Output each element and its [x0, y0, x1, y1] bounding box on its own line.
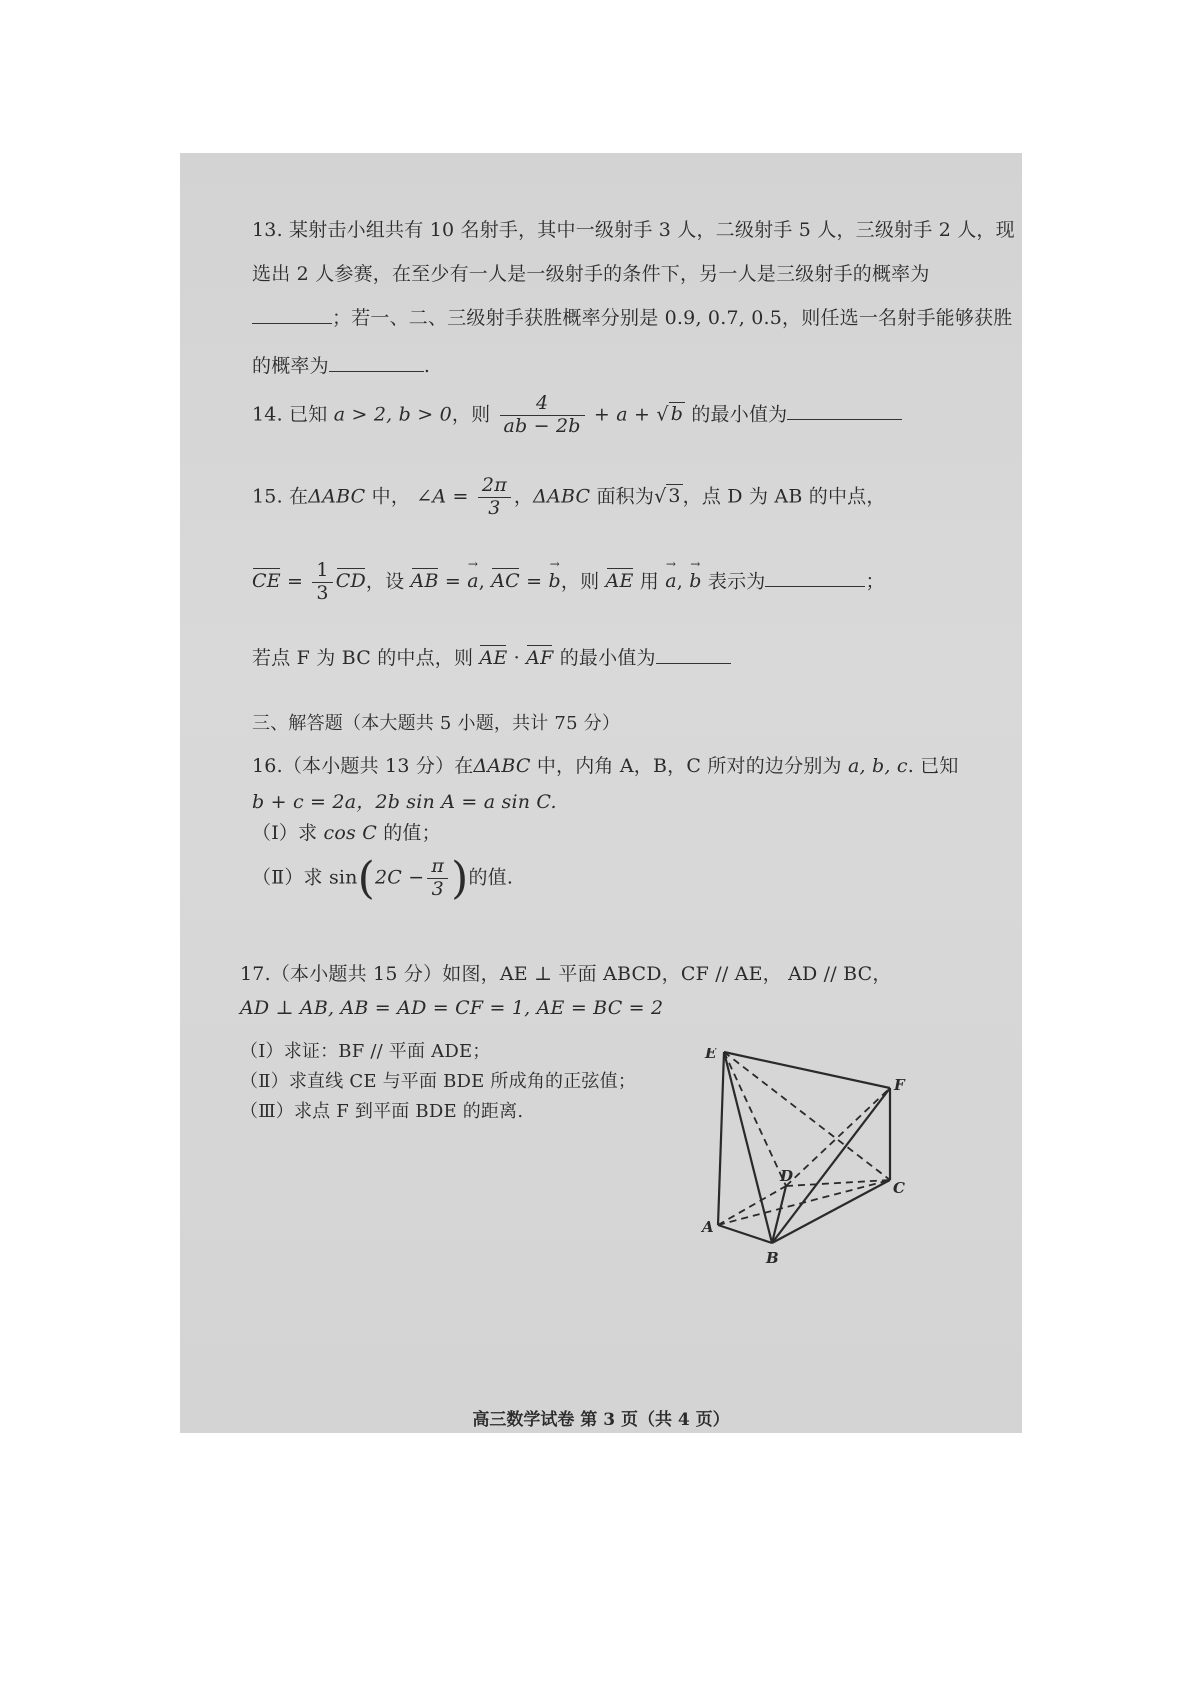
q16-part2-expr: 2C − [375, 866, 425, 889]
q15-area-text: 面积为 [590, 485, 655, 508]
q16-part1-label: （Ⅰ）求 [252, 822, 324, 844]
edge-df [786, 1088, 890, 1186]
q15-question: 的最小值为 [553, 647, 656, 669]
edge-bc [772, 1180, 890, 1243]
q17-part3: （Ⅲ）求点 F 到平面 BDE 的距离. [240, 1101, 524, 1122]
q14-numerator: 4 [500, 393, 585, 416]
q17-line1: 17.（本小题共 15 分）如图，AE ⊥ 平面 ABCD，CF // AE， AD // BC， [240, 963, 892, 985]
label-b: B [766, 1249, 779, 1267]
q16-part1-text: 的值； [376, 822, 441, 844]
q15-line2 [252, 560, 885, 605]
q15-denominator: 3 [488, 496, 501, 519]
label-e: E [705, 1048, 717, 1062]
vector-af: AF [526, 647, 554, 669]
q17-part2: （Ⅱ）求直线 CE 与平面 BDE 所成角的正弦值； [240, 1071, 637, 1092]
q16-part2-text: 的值. [468, 866, 514, 889]
semicolon: ； [865, 570, 885, 593]
q13-line2: 选出 2 人参赛，在至少有一人是一级射手的条件下，另一人是三级射手的概率为 [252, 263, 930, 285]
edge-ed [724, 1052, 786, 1186]
q16-label: 16.（本小题共 13 分）在 [252, 755, 474, 777]
edge-ad [718, 1186, 786, 1225]
edge-ec [724, 1052, 890, 1180]
vector-cd: CD [335, 570, 366, 593]
q15-line3 [252, 643, 731, 670]
q13-line1: 13. 某射击小组共有 10 名射手，其中一级射手 3 人，二级射手 5 人，三级射手 2 人，现 [252, 219, 1015, 241]
edge-dc [786, 1180, 890, 1186]
q15-then: ，则 [560, 570, 606, 593]
q16-triangle: ΔABC [473, 755, 531, 777]
geometry-figure [700, 1048, 930, 1293]
q15-label: 15. 在 [252, 485, 309, 508]
label-a: A [702, 1218, 714, 1236]
q17-part1: （Ⅰ）求证：BF // 平面 ADE； [240, 1041, 491, 1062]
label-f: F [894, 1076, 905, 1094]
q14-expression: + a + [593, 403, 651, 426]
edge-ea [718, 1052, 724, 1225]
q14-line [252, 393, 902, 438]
q14-condition: a > 2, b > 0 [333, 403, 452, 426]
q15-line3-text: 若点 F 为 BC 的中点，则 [252, 647, 480, 669]
sqrt-symbol: √ [654, 485, 667, 508]
label-c: C [893, 1179, 905, 1197]
q15-set: ，设 [365, 570, 411, 593]
q16-part1 [252, 818, 441, 845]
q14-label: 14. 已知 [252, 403, 328, 426]
paren-close: ) [451, 853, 469, 904]
q14-denominator: ab − 2b [503, 414, 581, 437]
q16-fraction [427, 856, 448, 901]
edge-eb [724, 1052, 772, 1243]
q16-denominator: 3 [431, 878, 444, 900]
q15-triangle: ΔABC [308, 485, 366, 508]
edge-ef [724, 1052, 890, 1088]
vector-a2: a → [665, 570, 677, 592]
answer-blank [656, 663, 731, 664]
q13-line4-text: 的概率为 [252, 355, 329, 377]
vector-ab: AB [410, 570, 439, 593]
vector-ce: CE [252, 570, 281, 593]
dot-product: · [507, 647, 527, 669]
q14-radicand: b [670, 403, 684, 426]
q15-express: 表示为 [701, 570, 766, 593]
q15-mid: 中， [365, 485, 411, 508]
q15-radicand: 3 [668, 485, 681, 508]
vector-ae: AE [479, 647, 508, 669]
eq-sign: = [280, 570, 310, 593]
q15-l2-denominator: 3 [316, 581, 329, 604]
q16-sides: a, b, c [847, 755, 908, 777]
q16-part2 [252, 853, 513, 904]
q14-then: ，则 [451, 403, 491, 426]
comma: , [478, 570, 492, 593]
q15-fraction [478, 475, 511, 520]
eq-sign: = [438, 570, 468, 593]
q15-angle: ∠A = [416, 485, 469, 508]
edge-ac [718, 1180, 890, 1225]
q15-midpoint-text: ，点 D 为 AB 的中点， [682, 485, 886, 508]
q16-numerator: π [427, 856, 448, 879]
paren-open: ( [357, 853, 375, 904]
q14-fraction [500, 393, 585, 438]
vector-ae: AE [605, 570, 634, 593]
label-d: D [780, 1167, 794, 1185]
answer-blank [252, 323, 332, 324]
comma: , [676, 570, 690, 593]
q15-numerator: 2π [478, 475, 511, 498]
q13-line4 [252, 351, 430, 378]
q15-use: 用 [633, 570, 666, 593]
vector-a: a → [467, 570, 479, 592]
answer-blank [765, 586, 865, 587]
q13-line3-text: ；若一、二、三级射手获胜概率分别是 0.9, 0.7, 0.5，则任选一名射手能够获胜 [332, 307, 1013, 329]
eq-sign: = [519, 570, 549, 593]
q15-one-third [312, 560, 332, 605]
vector-b2: b → [689, 570, 701, 592]
q15-triangle2: ΔABC [533, 485, 591, 508]
vector-ac: AC [491, 570, 520, 593]
answer-blank [329, 371, 424, 372]
exam-page [180, 153, 1022, 1433]
q17-line2: AD ⊥ AB, AB = AD = CF = 1, AE = BC = 2 [240, 997, 664, 1019]
q15-line1 [252, 475, 886, 520]
sqrt-symbol: √ [656, 403, 669, 426]
answer-blank [787, 419, 902, 420]
q16-line2: b + c = 2a，2b sin A = a sin C. [252, 791, 557, 813]
q16-text: 中，内角 A，B，C 所对的边分别为 [530, 755, 848, 777]
q13-period: . [423, 355, 431, 377]
q15-comma: ， [513, 485, 534, 508]
q16-part1-expr: cos C [323, 822, 377, 844]
q15-l2-numerator: 1 [312, 560, 332, 583]
q13-line3 [252, 303, 1012, 330]
q14-question: 的最小值为 [691, 403, 788, 426]
q16-part2-label: （Ⅱ）求 sin [252, 866, 358, 889]
edge-ab [718, 1225, 772, 1243]
q16-known: . 已知 [907, 755, 959, 777]
vector-b: b → [549, 570, 561, 592]
q16-line1 [252, 751, 959, 778]
section-title: 三、解答题（本大题共 5 小题，共计 75 分） [252, 713, 621, 734]
page-footer: 高三数学试卷 第 3 页（共 4 页） [472, 1410, 730, 1430]
